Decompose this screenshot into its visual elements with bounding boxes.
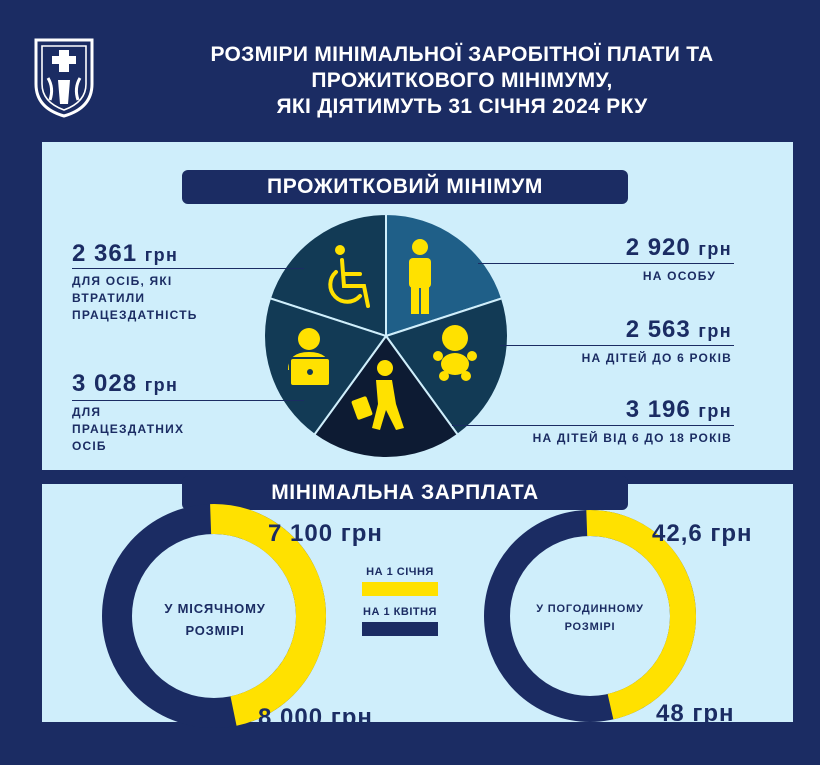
- legend-apr-label: НА 1 КВІТНЯ: [363, 606, 437, 618]
- title-line: ПРОЖИТКОВОГО МІНІМУМУ,: [311, 69, 613, 92]
- legend-apr-swatch: [362, 622, 438, 636]
- value-number: 2 563: [625, 316, 691, 343]
- caption-line: ДЛЯ ОСІБ, ЯКІ: [72, 274, 173, 288]
- value-unit: грн: [698, 321, 732, 341]
- caption-line: ПРАЦЕЗДАТНІСТЬ: [72, 308, 198, 322]
- monthly-ring-label: [130, 598, 300, 642]
- caption-line: ПРАЦЕЗДАТНИХ: [72, 422, 185, 436]
- hourly-jan-value: 42,6 грн: [652, 520, 753, 547]
- value-unit: грн: [698, 401, 732, 421]
- title-line: ЯКІ ДІЯТИМУТЬ 31 СІЧНЯ 2024 РКУ: [276, 95, 648, 118]
- value-number: 3 196: [625, 396, 691, 423]
- hourly-ring-label: [510, 600, 670, 636]
- caption-line: НА ДІТЕЙ ВІД 6 ДО 18 РОКІВ: [532, 431, 732, 445]
- caption-line: ВТРАТИЛИ: [72, 291, 146, 305]
- caption-line: ОСІБ: [72, 439, 107, 453]
- value-number: 3 028: [72, 370, 138, 397]
- caption-line: НА ДІТЕЙ ДО 6 РОКІВ: [581, 351, 732, 365]
- value-unit: грн: [144, 375, 179, 395]
- ring-label-line: У МІСЯЧНОМУ: [164, 601, 266, 616]
- min-wage-banner: МІНІМАЛЬНА ЗАРПЛАТА: [182, 476, 628, 510]
- value-unit: грн: [144, 245, 179, 265]
- monthly-apr-value: 8 000 грн: [258, 704, 373, 731]
- value-unit: грн: [698, 239, 732, 259]
- caption-line: ДЛЯ: [72, 405, 102, 419]
- ring-label-line: РОЗМІРІ: [185, 623, 245, 638]
- caption-line: НА ОСОБУ: [642, 269, 716, 283]
- hourly-apr-value: 48 грн: [656, 700, 735, 727]
- value-number: 2 920: [625, 234, 691, 261]
- value-number: 2 361: [72, 240, 138, 267]
- monthly-jan-value: 7 100 грн: [268, 520, 383, 547]
- legend-jan-label: НА 1 СІЧНЯ: [366, 566, 434, 578]
- title-line: РОЗМІРИ МІНІМАЛЬНОЇ ЗАРОБІТНОЇ ПЛАТИ ТА: [210, 43, 714, 66]
- legend-jan-swatch: [362, 582, 438, 596]
- subsistence-banner: ПРОЖИТКОВИЙ МІНІМУМ: [182, 170, 628, 204]
- ring-label-line: РОЗМІРІ: [564, 621, 616, 633]
- ring-label-line: У ПОГОДИННОМУ: [536, 603, 644, 615]
